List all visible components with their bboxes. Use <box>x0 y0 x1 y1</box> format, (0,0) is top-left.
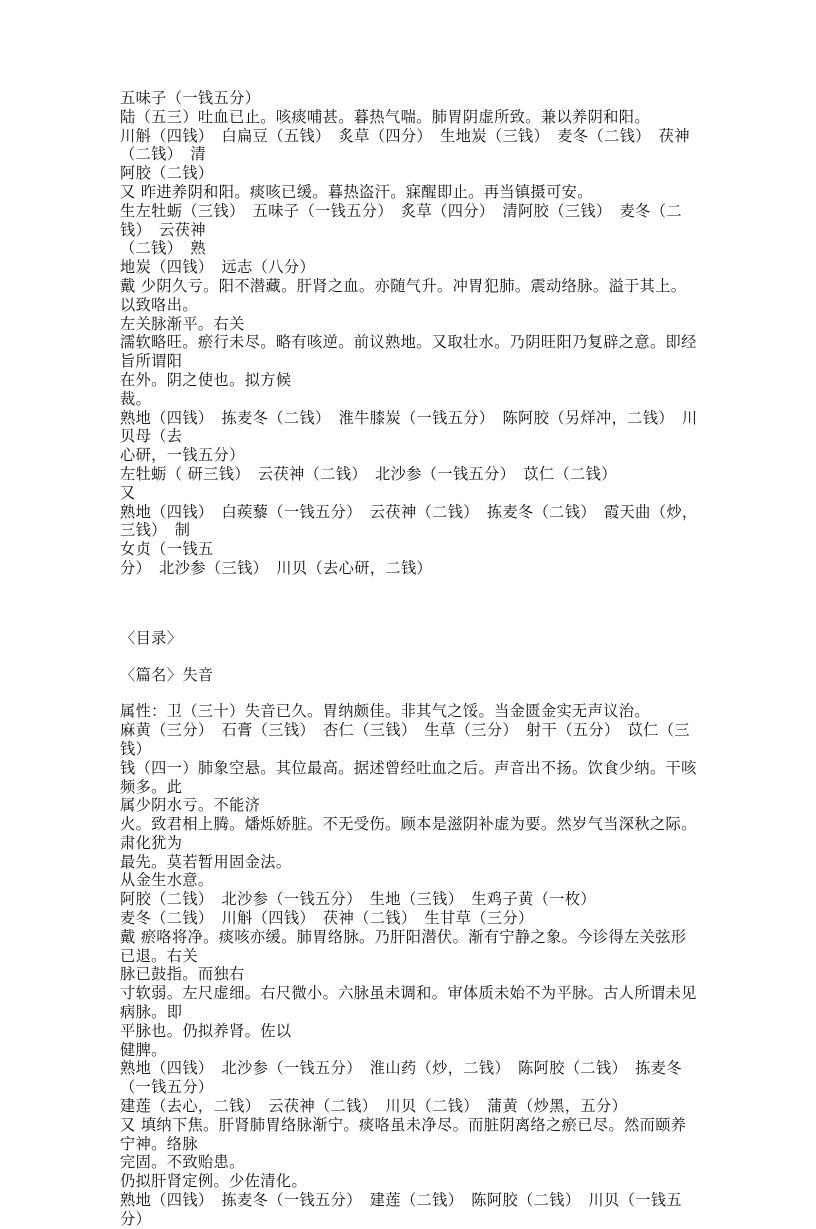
text-line: 女贞（一钱五 <box>120 540 214 559</box>
text-line: 建莲（去心，二钱） 云茯神（二钱） 川贝（二钱） 蒲黄（炒黑，五分） <box>120 1097 628 1116</box>
text-line: 戴 少阴久亏。阳不潜藏。肝肾之血。亦随气升。冲胃犯肺。震动络脉。溢于其上。以致咯出。 <box>120 276 687 314</box>
spacer <box>120 684 700 702</box>
text-line: 属性：卫（三十）失音已久。胃纳颇佳。非其气之馁。当金匮金实无声议治。 <box>120 702 650 721</box>
text-line: 阿胶（二钱） <box>120 164 214 183</box>
text-line: 左关脉渐平。右关 <box>120 314 245 333</box>
text-line: 陆（五三）吐血已止。咳痰哺甚。暮热气喘。肺胃阴虚所致。兼以养阴和阳。 <box>120 107 650 126</box>
toc-marker: 〈目录〉 <box>120 628 183 647</box>
text-line: 平脉也。仍拟养肾。佐以 <box>120 1021 292 1040</box>
text-line: 川斛（四钱） 白扁豆（五钱） 炙草（四分） 生地炭（三钱） 麦冬（二钱） 茯神（二钱） 清 <box>120 126 690 164</box>
text-line: 麻黄（三分） 石膏（三钱） 杏仁（三钱） 生草（三分） 射干（五分） 苡仁（三钱） <box>120 721 690 758</box>
text-line: 又 <box>120 483 136 502</box>
text-line: 麦冬（二钱） 川斛（四钱） 茯神（二钱） 生甘草（三分） <box>120 909 534 928</box>
text-line: 又 填纳下焦。肝肾肺胃络脉渐宁。痰咯虽未净尽。而脏阴离络之瘀已尽。然而颐养宁神。络脉 <box>120 1115 687 1153</box>
text-line: 脉已鼓指。而独右 <box>120 965 245 984</box>
text-line: 濡软略旺。瘀行未尽。略有咳逆。前议熟地。又取壮水。乃阴旺阳乃复辟之意。即经旨所谓阳 <box>120 333 697 371</box>
text-line: 仍拟肝肾定例。少佐清化。 <box>120 1172 308 1191</box>
text-line: 熟地（四钱） 北沙参（一钱五分） 淮山药（炒，二钱） 陈阿胶（二钱） 拣麦冬（一钱五分） <box>120 1059 682 1097</box>
text-line: 最先。莫若暂用固金法。 <box>120 852 292 871</box>
text-line: 戴 瘀咯将净。痰咳亦缓。肺胃络脉。乃肝阳潜伏。渐有宁静之象。今诊得左关弦形已退。右关 <box>120 927 687 965</box>
text-line: 寸软弱。左尺虚细。右尺微小。六脉虽未调和。审体质未始不为平脉。古人所谓未见病脉。即 <box>120 984 697 1022</box>
text-line: 分） 北沙参（三钱） 川贝（去心研，二钱） <box>120 558 433 577</box>
text-line: （二钱） 熟 <box>120 239 206 258</box>
text-line: 左牡蛎（ 研三钱） 云茯神（二钱） 北沙参（一钱五分） 苡仁（二钱） <box>120 464 617 483</box>
text-line: 地炭（四钱） 远志（八分） <box>120 258 316 277</box>
text-line: 又 昨进养阴和阳。痰咳已缓。暮热盗汗。寐醒即止。再当镇摄可安。 <box>120 182 593 201</box>
text-line: 钱（四一）肺象空悬。其位最高。据述曾经吐血之后。声音出不扬。饮食少纳。干咳频多。此 <box>120 758 697 796</box>
text-line: 属少阴水亏。不能济 <box>120 796 261 815</box>
text-line: 生左牡蛎（三钱） 五味子（一钱五分） 炙草（四分） 清阿胶（三钱） 麦冬（二钱） 云茯神 <box>120 201 682 239</box>
text-line: 裁。 <box>120 389 152 408</box>
text-line: 完固。不致贻患。 <box>120 1153 245 1172</box>
text-line: 心研，一钱五分） <box>120 446 245 465</box>
text-line: 熟地（四钱） 拣麦冬（一钱五分） 建莲（二钱） 陈阿胶（二钱） 川贝（一钱五分） <box>120 1191 682 1228</box>
text-line: 阿胶（二钱） 北沙参（一钱五分） 生地（三钱） 生鸡子黄（一枚） <box>120 890 596 909</box>
document-page <box>120 89 700 1229</box>
text-line: 火。致君相上腾。燔烁娇脏。不无受伤。顾本是滋阴补虚为要。然岁气当深秋之际。肃化犹为 <box>120 815 697 852</box>
spacer <box>120 648 700 666</box>
section-spacer <box>120 578 700 629</box>
text-line: 熟地（四钱） 白蒺藜（一钱五分） 云茯神（二钱） 拣麦冬（二钱） 霞天曲（炒，三钱） 制 <box>120 502 698 540</box>
text-line: 从金生水意。 <box>120 871 214 890</box>
chapter-title: 〈篇名〉失音 <box>120 665 214 684</box>
section-loss-of-voice <box>120 702 700 1228</box>
text-line: 熟地（四钱） 拣麦冬（二钱） 淮牛膝炭（一钱五分） 陈阿胶（另烊冲，二钱） 川贝母（去 <box>120 408 698 446</box>
text-line: 健脾。 <box>120 1040 167 1059</box>
text-line: 在外。阴之使也。拟方候 <box>120 370 292 389</box>
text-line: 五味子（一钱五分） <box>120 89 261 107</box>
section-prescriptions-continued <box>120 89 700 578</box>
